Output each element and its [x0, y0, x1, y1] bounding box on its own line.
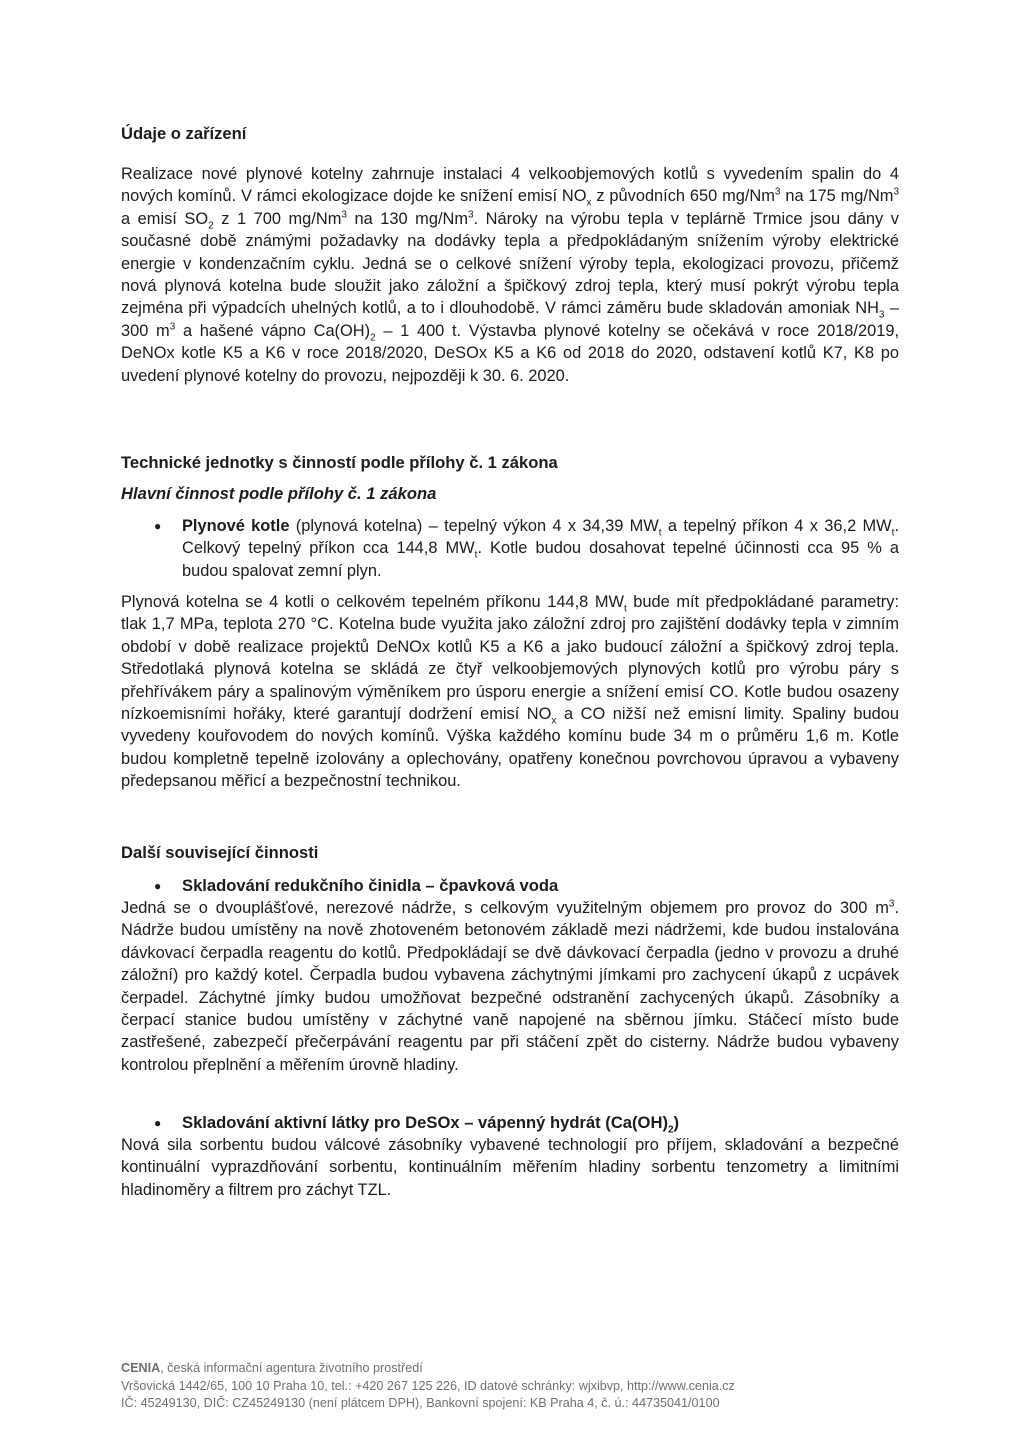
paragraph: Plynová kotelna se 4 kotli o celkovém tepelném příkonu 144,8 $MW_t$ bude mít předpokládané parametry: tlak 1,7 MPa, teplota 270 °C. Kotelna bude využita jako záložní zdroj pro zajištění dodávky tepla v zimním období v době realizace projektů DeNOx kotlů K5 a K6 a jako budoucí záložní a špičkový zdroj tepla. Středotlaká plynová kotelna se skládá ze čtyř velkoobjemových plynových kotlů pro výrobu páry s přehřívákem páry a spalinovým výměníkem pro úsporu energie a snížení emisí CO. Kotle budou osazeny nízkoemisními hořáky, které garantují dodržení emisí $NO_x$ a CO nižší než emisní limity. Spaliny budou vyvedeny kouřovodem do nových komínů. Výška každého komínu bude 34 m o průměru 1,6 m. Kotle budou kompletně tepelně izolovány a oplechovány, opatřeny konečnou povrchovou úpravou a vybaveny předepsanou měřicí a bezpečnostní technikou. [121, 593, 899, 791]
list-item: ● Skladování aktivní látky pro DeSOx – vápenný hydrát $(Ca(OH)_2)$ [154, 1113, 680, 1136]
subheading-wrap [121, 483, 899, 505]
subheading-hlavni: Hlavní činnost podle přílohy č. 1 zákona [121, 484, 437, 503]
list-item: ● Skladování redukčního činidla – čpavková voda [154, 876, 559, 895]
bullet-icon: ● [154, 519, 162, 533]
section-dalsi [121, 842, 899, 864]
page-footer [121, 1360, 901, 1413]
footer-ids: IČ: 45249130, DIČ: CZ45249130 (není plátcem DPH), Bankovní spojení: KB Praha 4, č. ú.: 44735041/0100 [121, 1396, 720, 1410]
bullet-aktivni-latka [121, 1112, 899, 1134]
footer-address: Vršovická 1442/65, 100 10 Praha 10, tel.: +420 267 125 226, ID datové schránky: wjxibvp, http://www.cenia.cz [121, 1378, 735, 1393]
section-zarizeni [121, 123, 899, 145]
bullet-plynove-kotle [121, 515, 899, 582]
bullet-icon: ● [154, 879, 162, 893]
bullet-redukcni-cinidlo [121, 875, 899, 897]
bullet-icon: ● [154, 1116, 162, 1130]
para-realizace [121, 163, 899, 387]
para-sorbent [121, 1134, 899, 1201]
heading-dalsi: Další související činnosti [121, 843, 319, 862]
paragraph: Nová sila sorbentu budou válcové zásobníky vybavené technologií pro příjem, skladování a bezpečné kontinuální vyprazdňování sorbentu, kontinuálním měřením hladiny sorbentu tenzometry a limitními hladinoměry a filtrem pro záchyt TZL. [121, 1136, 899, 1199]
heading-udaje: Údaje o zařízení [121, 124, 247, 143]
heading-technicke: Technické jednotky s činností podle přílohy č. 1 zákona [121, 453, 558, 472]
paragraph: Realizace nové plynové kotelny zahrnuje instalaci 4 velkoobjemových kotlů s vyvedením spalin do 4 nových komínů. V rámci ekologizace dojde ke snížení emisí $NO_x$ z původních 650 mg/Nm$^3$ na 175 mg/Nm$^3$ a emisí $SO_2$ z 1 700 mg/Nm$^3$ na 130 mg/Nm$^3$. Nároky na výrobu tepla v teplárně Trmice jsou dány v současné době známými požadavky na dodávky tepla a předpokládaným snížením výroby elektrické energie v kondenzačním cyklu. Jedná se o celkové snížení výroby tepla, ekologizaci provozu, přičemž nová plynová kotelna bude sloužit jako záložní a špičkový zdroj tepla, který musí pokrýt výrobu tepla zejména při výpadcích uhelných kotlů, a to i dlouhodobě. V rámci záměru bude skladován amoniak $NH_3 - 300$ $m^3$ a hašené vápno $Ca(OH)_2 - 1$ 400 t. Výstavba plynové kotelny se očekává v roce 2018/2019, DeNOx kotle K5 a K6 v roce 2018/2020, DeSOx K5 a K6 od 2018 do 2020, odstavení kotlů K7, K8 po uvedení plynové kotelny do provozu, nejpozději k 30. 6. 2020. [121, 165, 899, 385]
section-technicke-jednotky [121, 452, 899, 474]
para-plynova-kotelna [121, 591, 899, 793]
paragraph: Jedná se o dvouplášťové, nerezové nádrže, s celkovým využitelným objemem pro provoz do 300 $m^3$. Nádrže budou umístěny na nově zhotoveném betonovém základě mezi nádržemi, kde budou instalována dávkovací čerpadla reagentu do kotlů. Předpokládají se dvě dávkovací čerpadla (jedno v provozu a druhé záložní) pro každý kotel. Čerpadla budou vybavena záchytnými jímkami pro zachycení úkapů z ucpávek čerpadel. Záchytné jímky budou umožňovat bezpečné odstranění zachycených úkapů. Zásobníky a čerpací stanice budou umístěny v záchytné vaně napojené na sběrnou jímku. Stáčecí místo bude zastřešené, zabezpečí přečerpávání reagentu par při stáčení zpět do cisterny. Nádrže budou vybaveny kontrolou přeplnění a měřením úrovně hladiny. [121, 898, 899, 1074]
list-item: ● Plynové kotle (plynová kotelna) – tepelný výkon 4 x 34,39 $MW_t$ a tepelný příkon 4 x 36,2 $MW_t$. Celkový tepelný příkon cca 144,8 $MW_t$. Kotle budou dosahovat tepelné účinnosti cca 95 % a budou spalovat zemní plyn. [154, 517, 899, 580]
footer-org: CENIA, česká informační agentura životního prostředí [121, 1361, 423, 1375]
para-cpavkova-voda [121, 897, 899, 1076]
